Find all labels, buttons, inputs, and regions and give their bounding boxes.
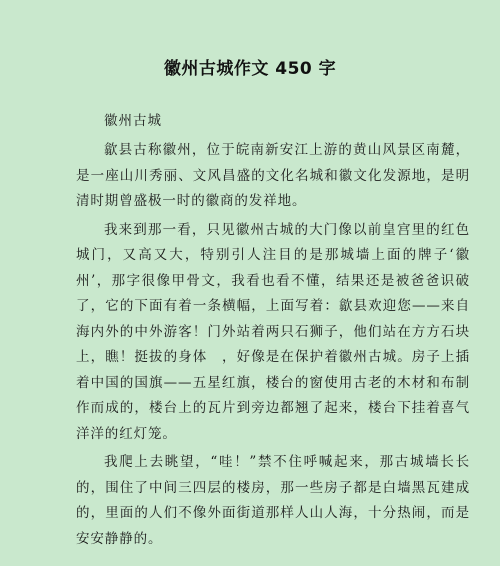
paragraph-1: 歙县古称徽州，位于皖南新安江上游的黄山风景区南麓，是一座山川秀丽、文风昌盛的文化名城和徽文化发源地，是明清时期曾盛极一时的徽商的发祥地。 <box>76 142 470 209</box>
paragraph-2: 我来到那一看，只见徽州古城的大门像以前皇宫里的红色城门，又高又大，特别引人注目的是那城墙上面的牌子‘徽州’，那字很像甲骨文，我看也看不懂，结果还是被爸爸识破了，它的下面有着一条横幅，上面写着：歙县欢迎您——来自海内外的中外游客！门外站着两只石狮子，他们站在方方石块上，瞧！挺拔的身体 ，好像是在保护着徽州古城。房子上插着中国的国旗——五星红旗，楼台的窗使用古老的木材和布制作而成的，楼台上的瓦片到旁边都翘了起来，楼台下挂着喜气洋洋的红灯笼。 <box>76 221 470 442</box>
essay-subheading: 徽州古城 <box>104 113 162 129</box>
paragraph-3: 我爬上去眺望，“哇！”禁不住呼喊起来，那古城墙长长的，围住了中间三四层的楼房，那一些房子都是白墙黑瓦建成的，里面的人们不像外面街道那样人山人海，十分热闹，而是安安静静的。 <box>76 454 470 547</box>
document-title: 徽州古城作文 450 字 <box>163 59 337 79</box>
